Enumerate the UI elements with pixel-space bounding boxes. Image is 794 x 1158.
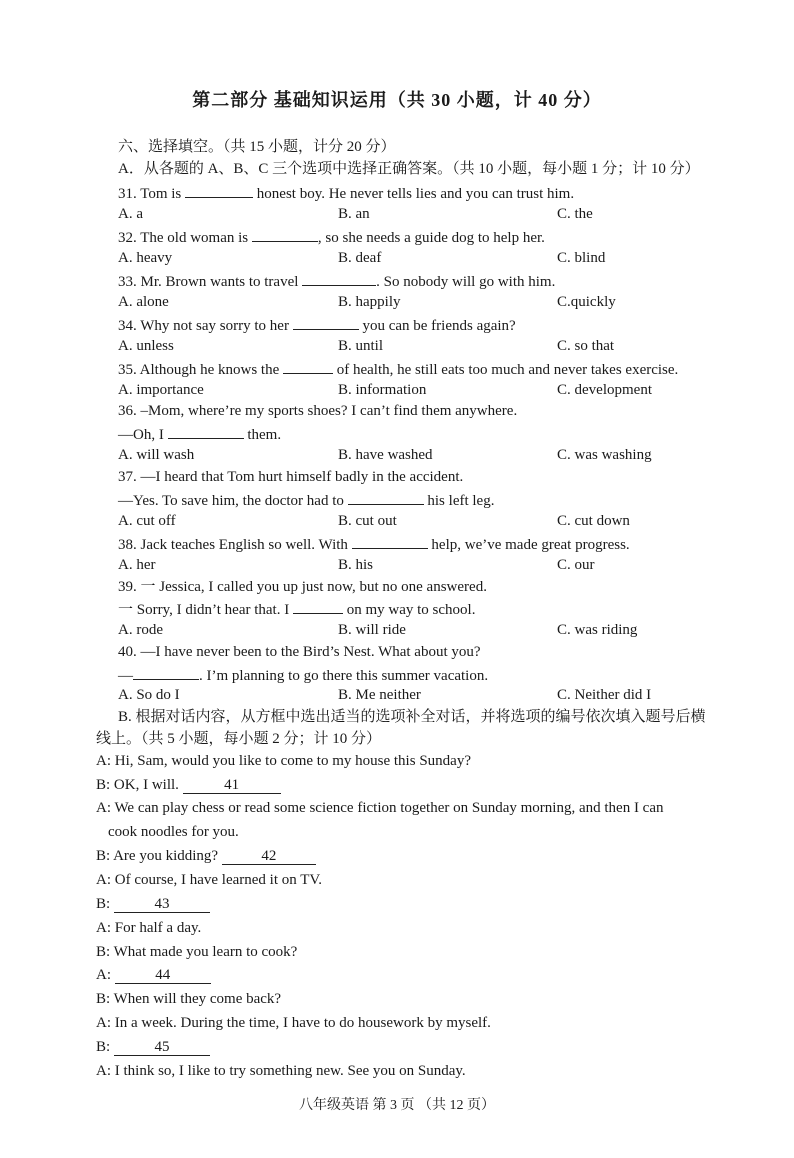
option-b: B. his — [338, 557, 374, 573]
dialog-text: A: — [96, 967, 115, 983]
question-37-reply — [118, 490, 494, 510]
section-title: 第二部分 基础知识运用（共 30 小题，计 40 分） — [192, 90, 602, 110]
part-b-instruction: B. 根据对话内容，从方框中选出适当的选项补全对话，并将选项的编号依次填入题号后横 — [118, 709, 706, 725]
dialog-text: B: OK, I will. — [96, 777, 183, 793]
dialog-line: B: When will they come back? — [96, 991, 282, 1007]
question-text: 33. Mr. Brown wants to travel — [118, 274, 303, 290]
option-a: A. alone — [118, 294, 169, 310]
answer-blank[interactable] — [185, 183, 253, 198]
answer-blank[interactable] — [283, 359, 333, 374]
answer-blank-41[interactable]: 41 — [183, 777, 281, 794]
question-text: them. — [243, 427, 282, 443]
question-text: — — [118, 668, 133, 684]
dialog-line — [96, 1038, 210, 1056]
answer-blank-42[interactable]: 42 — [222, 848, 316, 865]
answer-blank[interactable] — [293, 599, 343, 614]
question-text: 31. Tom is — [118, 186, 186, 202]
question-text: you can be friends again? — [358, 318, 516, 334]
answer-blank[interactable] — [293, 315, 359, 330]
question-34 — [118, 315, 516, 335]
option-a: A. So do I — [118, 687, 180, 703]
answer-blank-43[interactable]: 43 — [114, 896, 210, 913]
answer-blank[interactable] — [352, 534, 428, 549]
dialog-line: A: In a week. During the time, I have to do housework by myself. — [96, 1015, 491, 1031]
answer-blank[interactable] — [302, 271, 376, 286]
question-36-reply — [118, 424, 281, 444]
dialog-line: A: Hi, Sam, would you like to come to my house this Sunday? — [96, 753, 471, 769]
option-b: B. deaf — [338, 250, 382, 266]
question-33 — [118, 271, 555, 291]
option-b: B. happily — [338, 294, 401, 310]
question-text: 38. Jack teaches English so well. With — [118, 537, 352, 553]
section-heading: 六、选择填空。（共 15 小题，计分 20 分） — [118, 139, 396, 155]
question-text: 32. The old woman is — [118, 230, 252, 246]
question-text: honest boy. He never tells lies and you can trust him. — [253, 186, 575, 202]
question-text: . So nobody will go with him. — [376, 274, 556, 290]
part-a-instruction: A．从各题的 A、B、C 三个选项中选择正确答案。（共 10 小题，每小题 1 分；计 10 分） — [118, 161, 700, 177]
dialog-line: cook noodles for you. — [108, 824, 239, 840]
answer-blank[interactable] — [252, 227, 318, 242]
option-b: B. Me neither — [338, 687, 421, 703]
question-39: 39. 一 Jessica, I called you up just now, but no one answered. — [118, 579, 487, 595]
dialog-line: B: What made you learn to cook? — [96, 944, 298, 960]
answer-blank-44[interactable]: 44 — [115, 967, 211, 984]
question-text: help, we’ve made great progress. — [427, 537, 630, 553]
dialog-text: B: — [96, 1039, 114, 1055]
option-a: A. a — [118, 206, 143, 222]
question-text: , so she needs a guide dog to help her. — [317, 230, 545, 246]
question-text: 34. Why not say sorry to her — [118, 318, 293, 334]
option-c: C. our — [557, 557, 595, 573]
option-c: C. so that — [557, 338, 615, 354]
option-b: B. will ride — [338, 622, 406, 638]
question-31 — [118, 183, 574, 203]
option-b: B. have washed — [338, 447, 433, 463]
option-b: B. cut out — [338, 513, 397, 529]
page-footer: 八年级英语 第 3 页 （共 12 页） — [299, 1098, 495, 1113]
option-a: A. rode — [118, 622, 163, 638]
question-text: —Yes. To save him, the doctor had to — [118, 493, 348, 509]
question-text: 35. Although he knows the — [118, 362, 283, 378]
question-35 — [118, 359, 678, 379]
dialog-line — [96, 776, 281, 794]
question-37: 37. —I heard that Tom hurt himself badly in the accident. — [118, 469, 464, 485]
question-40-reply — [118, 665, 488, 685]
question-text: . I’m planning to go there this summer vacation. — [199, 668, 489, 684]
dialog-line: A: Of course, I have learned it on TV. — [96, 872, 323, 888]
part-b-instruction-cont: 线上。（共 5 小题，每小题 2 分；计 10 分） — [96, 731, 382, 747]
option-a: A. importance — [118, 382, 204, 398]
dialog-line — [96, 966, 211, 984]
question-text: —Oh, I — [118, 427, 168, 443]
dialog-line: A: For half a day. — [96, 920, 202, 936]
answer-blank[interactable] — [168, 424, 244, 439]
option-c: C. blind — [557, 250, 606, 266]
option-a: A. her — [118, 557, 156, 573]
dialog-line — [96, 895, 210, 913]
dialog-text: B: Are you kidding? — [96, 848, 222, 864]
option-b: B. until — [338, 338, 384, 354]
option-c: C. cut down — [557, 513, 630, 529]
question-text: of health, he still eats too much and never takes exercise. — [333, 362, 679, 378]
question-text: on my way to school. — [342, 602, 476, 618]
question-text: his left leg. — [423, 493, 495, 509]
question-text: 一 Sorry, I didn’t hear that. I — [118, 602, 293, 618]
option-c: C.quickly — [557, 294, 616, 310]
question-39-reply — [118, 599, 475, 619]
option-b: B. information — [338, 382, 427, 398]
option-c: C. was washing — [557, 447, 652, 463]
option-a: A. heavy — [118, 250, 173, 266]
option-c: C. development — [557, 382, 652, 398]
question-36: 36. –Mom, where’re my sports shoes? I can’t find them anywhere. — [118, 403, 518, 419]
option-c: C. the — [557, 206, 593, 222]
option-a: A. cut off — [118, 513, 176, 529]
dialog-line — [96, 847, 316, 865]
answer-blank[interactable] — [348, 490, 424, 505]
answer-blank[interactable] — [133, 665, 199, 680]
option-a: A. unless — [118, 338, 174, 354]
option-c: C. Neither did I — [557, 687, 652, 703]
answer-blank-45[interactable]: 45 — [114, 1039, 210, 1056]
dialog-line: A: We can play chess or read some science fiction together on Sunday morning, and then I can — [96, 800, 664, 816]
question-32 — [118, 227, 545, 247]
dialog-text: B: — [96, 896, 114, 912]
option-c: C. was riding — [557, 622, 638, 638]
dialog-line: A: I think so, I like to try something new. See you on Sunday. — [96, 1063, 466, 1079]
option-a: A. will wash — [118, 447, 195, 463]
option-b: B. an — [338, 206, 370, 222]
question-38 — [118, 534, 630, 554]
question-40: 40. —I have never been to the Bird’s Nest. What about you? — [118, 644, 481, 660]
